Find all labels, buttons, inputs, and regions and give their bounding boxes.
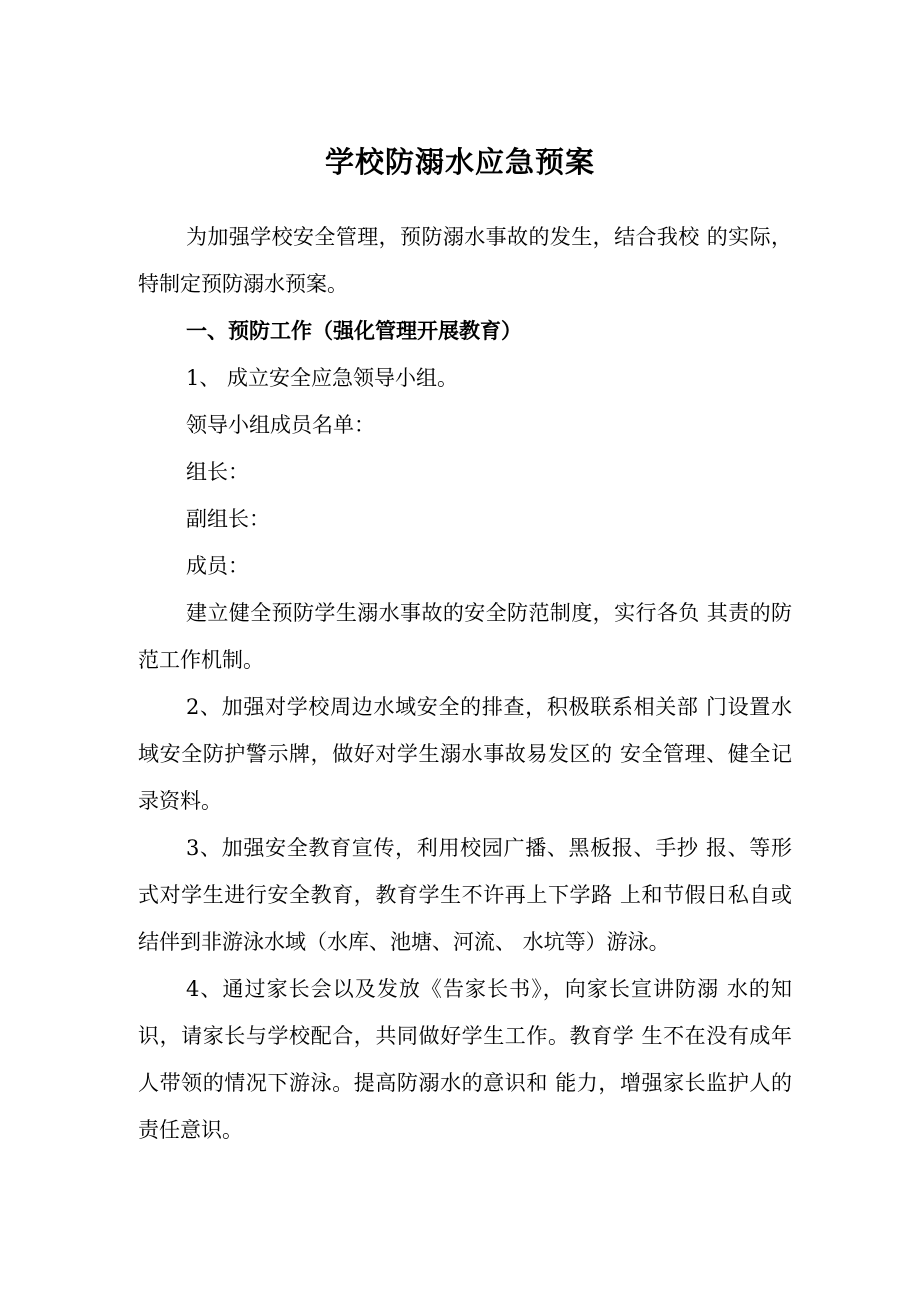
- intro-paragraph: 为加强学校安全管理，预防溺水事故的发生，结合我校 的实际，特制定预防溺水预案。: [138, 225, 792, 296]
- item-3-paragraph: 3、加强安全教育宣传，利用校园广播、黑板报、手抄 报、等形式对学生进行安全教育，教育学生不许再上下学路 上和节假日私自或结伴到非游泳水域（水库、池塘、河流、 水坑等）游泳。: [138, 836, 792, 954]
- item-1-leadership-group: 1、 成立安全应急领导小组。: [186, 366, 459, 390]
- document-title: 学校防溺水应急预案: [324, 145, 595, 179]
- item-4-paragraph: 4、通过家长会以及发放《告家长书》，向家长宣讲防溺 水的知识，请家长与学校配合，共同做好学生工作。教育学 生不在没有成年人带领的情况下游泳。提高防溺水的意识和 能力，增强家长监护人的责任意识。: [138, 977, 792, 1142]
- item-2-paragraph: 2、加强对学校周边水域安全的排查，积极联系相关部 门设置水域安全防护警示牌，做好对学生溺水事故易发区的 安全管理、健全记录资料。: [138, 695, 792, 813]
- leaders-list-label: 领导小组成员名单：: [186, 413, 375, 437]
- vice-leader-label: 副组长：: [186, 507, 270, 531]
- members-label: 成员：: [186, 554, 249, 578]
- document-body: [138, 214, 792, 1154]
- group-leader-label: 组长：: [186, 460, 249, 484]
- section-heading-prevention: 一、预防工作（强化管理开展教育）: [186, 319, 522, 343]
- safety-system-paragraph: 建立健全预防学生溺水事故的安全防范制度，实行各负 其责的防范工作机制。: [138, 601, 792, 672]
